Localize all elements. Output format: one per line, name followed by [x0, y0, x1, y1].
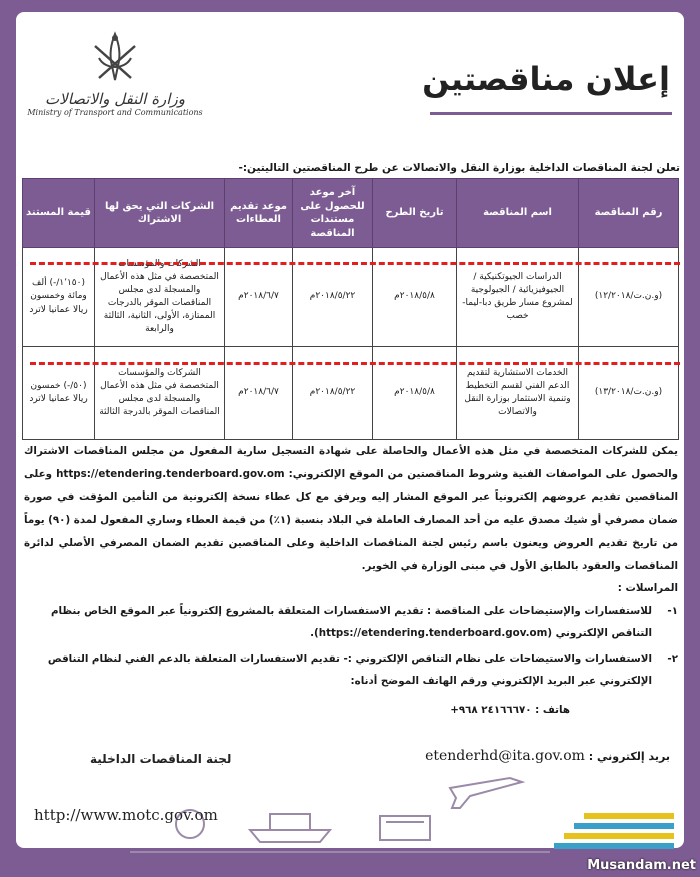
page-title: إعلان مناقصتين: [422, 60, 670, 98]
col-header-fee: قيمة المستند: [23, 179, 95, 248]
list-number: ٢-: [667, 653, 678, 665]
logo-arabic-text: وزارة النقل والاتصالات: [45, 90, 185, 108]
col-header-eligible: الشركات التي يحق لها الاشتراك: [95, 179, 225, 248]
list-text: الاستفسارات والاستيضاحات على نظام التناقص الإلكتروني :- تقديم الاستفسارات المتعلقة بالدعم الفني لنظام التناقص الإلكتروني عبر البريد الإلكتروني ورقم الهاتف الموضح أدناه:: [47, 653, 652, 687]
bid-date: ٢٠١٨/٦/٧م: [225, 248, 293, 347]
col-header-issue-date: تاريخ الطرح: [373, 179, 457, 248]
phone-label: هاتف: [542, 704, 570, 716]
tender-number: (و.ن.ت/١٢/٢٠١٨): [579, 248, 679, 347]
tender-name: الخدمات الاستشارية لتقديم الدعم الفني لقسم التخطيط وتنمية الاستثمار بوزارة النقل والاتصالات: [457, 347, 579, 440]
committee-signature: لجنة المناقصات الداخلية: [90, 752, 232, 766]
list-item: [26, 600, 678, 644]
col-header-number: رقم المناقصة: [579, 179, 679, 248]
watermark-graphic: [544, 805, 694, 865]
docs-deadline: ٢٠١٨/٥/٢٢م: [293, 248, 373, 347]
contacts-list: [26, 600, 678, 696]
issue-date: ٢٠١٨/٥/٨م: [373, 347, 457, 440]
phone-line: هاتف : ٢٤١٦٦٦٧٠ ٩٦٨+: [450, 704, 570, 716]
red-dashed-marker-top: [30, 262, 680, 265]
announcement-body: يمكن للشركات المتخصصة في مثل هذه الأعمال والحاصلة على شهادة التسجيل سارية المفعول من مجلس المناقصات الاشتراك والحصول على المواصفات الفنية وشروط المناقصتين من الموقع الإلكتروني: https://etendering.tenderboard.gov.om وعلى المناقصين تقديم عروضهم إلكترونياً عبر الموقع المشار إليه ويرفق مع كل عطاء نسخة إلكترونية من التأمين المؤقت في صورة ضمان مصرفي أو شيك مصدق عليه من أحد المصارف العاملة في البلاد بنسبة (١٪) من قيمة العطاء وساري المفعول لمدة (٩٠) يوماً من تاريخ تقديم العروض ويعنون باسم رئيس لجنة المناقصات الداخلية وعلى المناقصين تقديم الضمان المصرفي الأصلي لدائرة المناقصات والعقود بالطابق الأول في مبنى الوزارة في الخوير.: [24, 445, 679, 572]
col-header-name: اسم المناقصة: [457, 179, 579, 248]
table-row: [23, 347, 679, 440]
document-fee: (٥٠/-) خمسون ريالا عمانيا لاترد: [23, 347, 95, 440]
bus-icon: [380, 816, 430, 840]
tenders-table: [22, 178, 679, 440]
table-header-row: [23, 179, 679, 248]
list-number: ١-: [667, 605, 678, 617]
tender-number: (و.ن.ت/١٣/٢٠١٨): [579, 347, 679, 440]
khanjar-emblem-icon: [85, 28, 145, 88]
docs-deadline: ٢٠١٨/٥/٢٢م: [293, 347, 373, 440]
red-dashed-marker-bottom: [30, 362, 680, 365]
phone-number: ٢٤١٦٦٦٧٠ ٩٦٨+: [450, 704, 532, 716]
email-label: بريد إلكتروني :: [588, 750, 670, 763]
eligible-companies: الشركات والمؤسسات المتخصصة في مثل هذه الأعمال والمسجلة لدى مجلس المناقصات الموقر بالدرجات الممتازة، الأولى، الثانية، الثالثة والرابعة: [95, 248, 225, 347]
list-text: للاستفسارات والإستيضاحات على المناقصة : تقديم الاستفسارات المتعلقة بالمشروع إلكترونياً عبر الموقع الخاص بنظام التناقص الإلكتروني (https://etendering.tenderboard.gov.om).: [50, 605, 652, 639]
ministry-logo: [20, 28, 210, 140]
title-underline: [430, 112, 672, 115]
list-item: [26, 648, 678, 692]
tender-name: الدراسات الجيوتكنيكية / الجيوفيزيائية / الجيولوجية لمشروع مسار طريق دبا-ليما-خصب: [457, 248, 579, 347]
document-fee: (١٬١٥٠/-) ألف ومائة وخمسون ريالا عمانيا لاترد: [23, 248, 95, 347]
email-line: [425, 748, 670, 764]
footer-url[interactable]: http://www.motc.gov.om: [34, 806, 218, 824]
bid-date: ٢٠١٨/٦/٧م: [225, 347, 293, 440]
col-header-bid-date: موعد تقديم العطاءات: [225, 179, 293, 248]
logo-english-text: Ministry of Transport and Communications: [27, 108, 203, 117]
eligible-companies: الشركات والمؤسسات المتخصصة في مثل هذه الأعمال والمسجلة لدى مجلس المناقصات الموقر بالدرجة الثالثة: [95, 347, 225, 440]
ship-icon: [250, 814, 330, 842]
email-link[interactable]: etenderhd@ita.gov.om: [425, 748, 585, 764]
airplane-icon: [450, 778, 522, 808]
col-header-docs-deadline: آخر موعد للحصول على مستندات المناقصة: [293, 179, 373, 248]
contacts-heading: المراسلات :: [617, 582, 678, 594]
watermark-text: Musandam.net: [587, 858, 696, 873]
issue-date: ٢٠١٨/٥/٨م: [373, 248, 457, 347]
intro-text: تعلن لجنة المناقصات الداخلية بوزارة النقل والاتصالات عن طرح المناقصتين التاليتين:-: [238, 162, 680, 174]
